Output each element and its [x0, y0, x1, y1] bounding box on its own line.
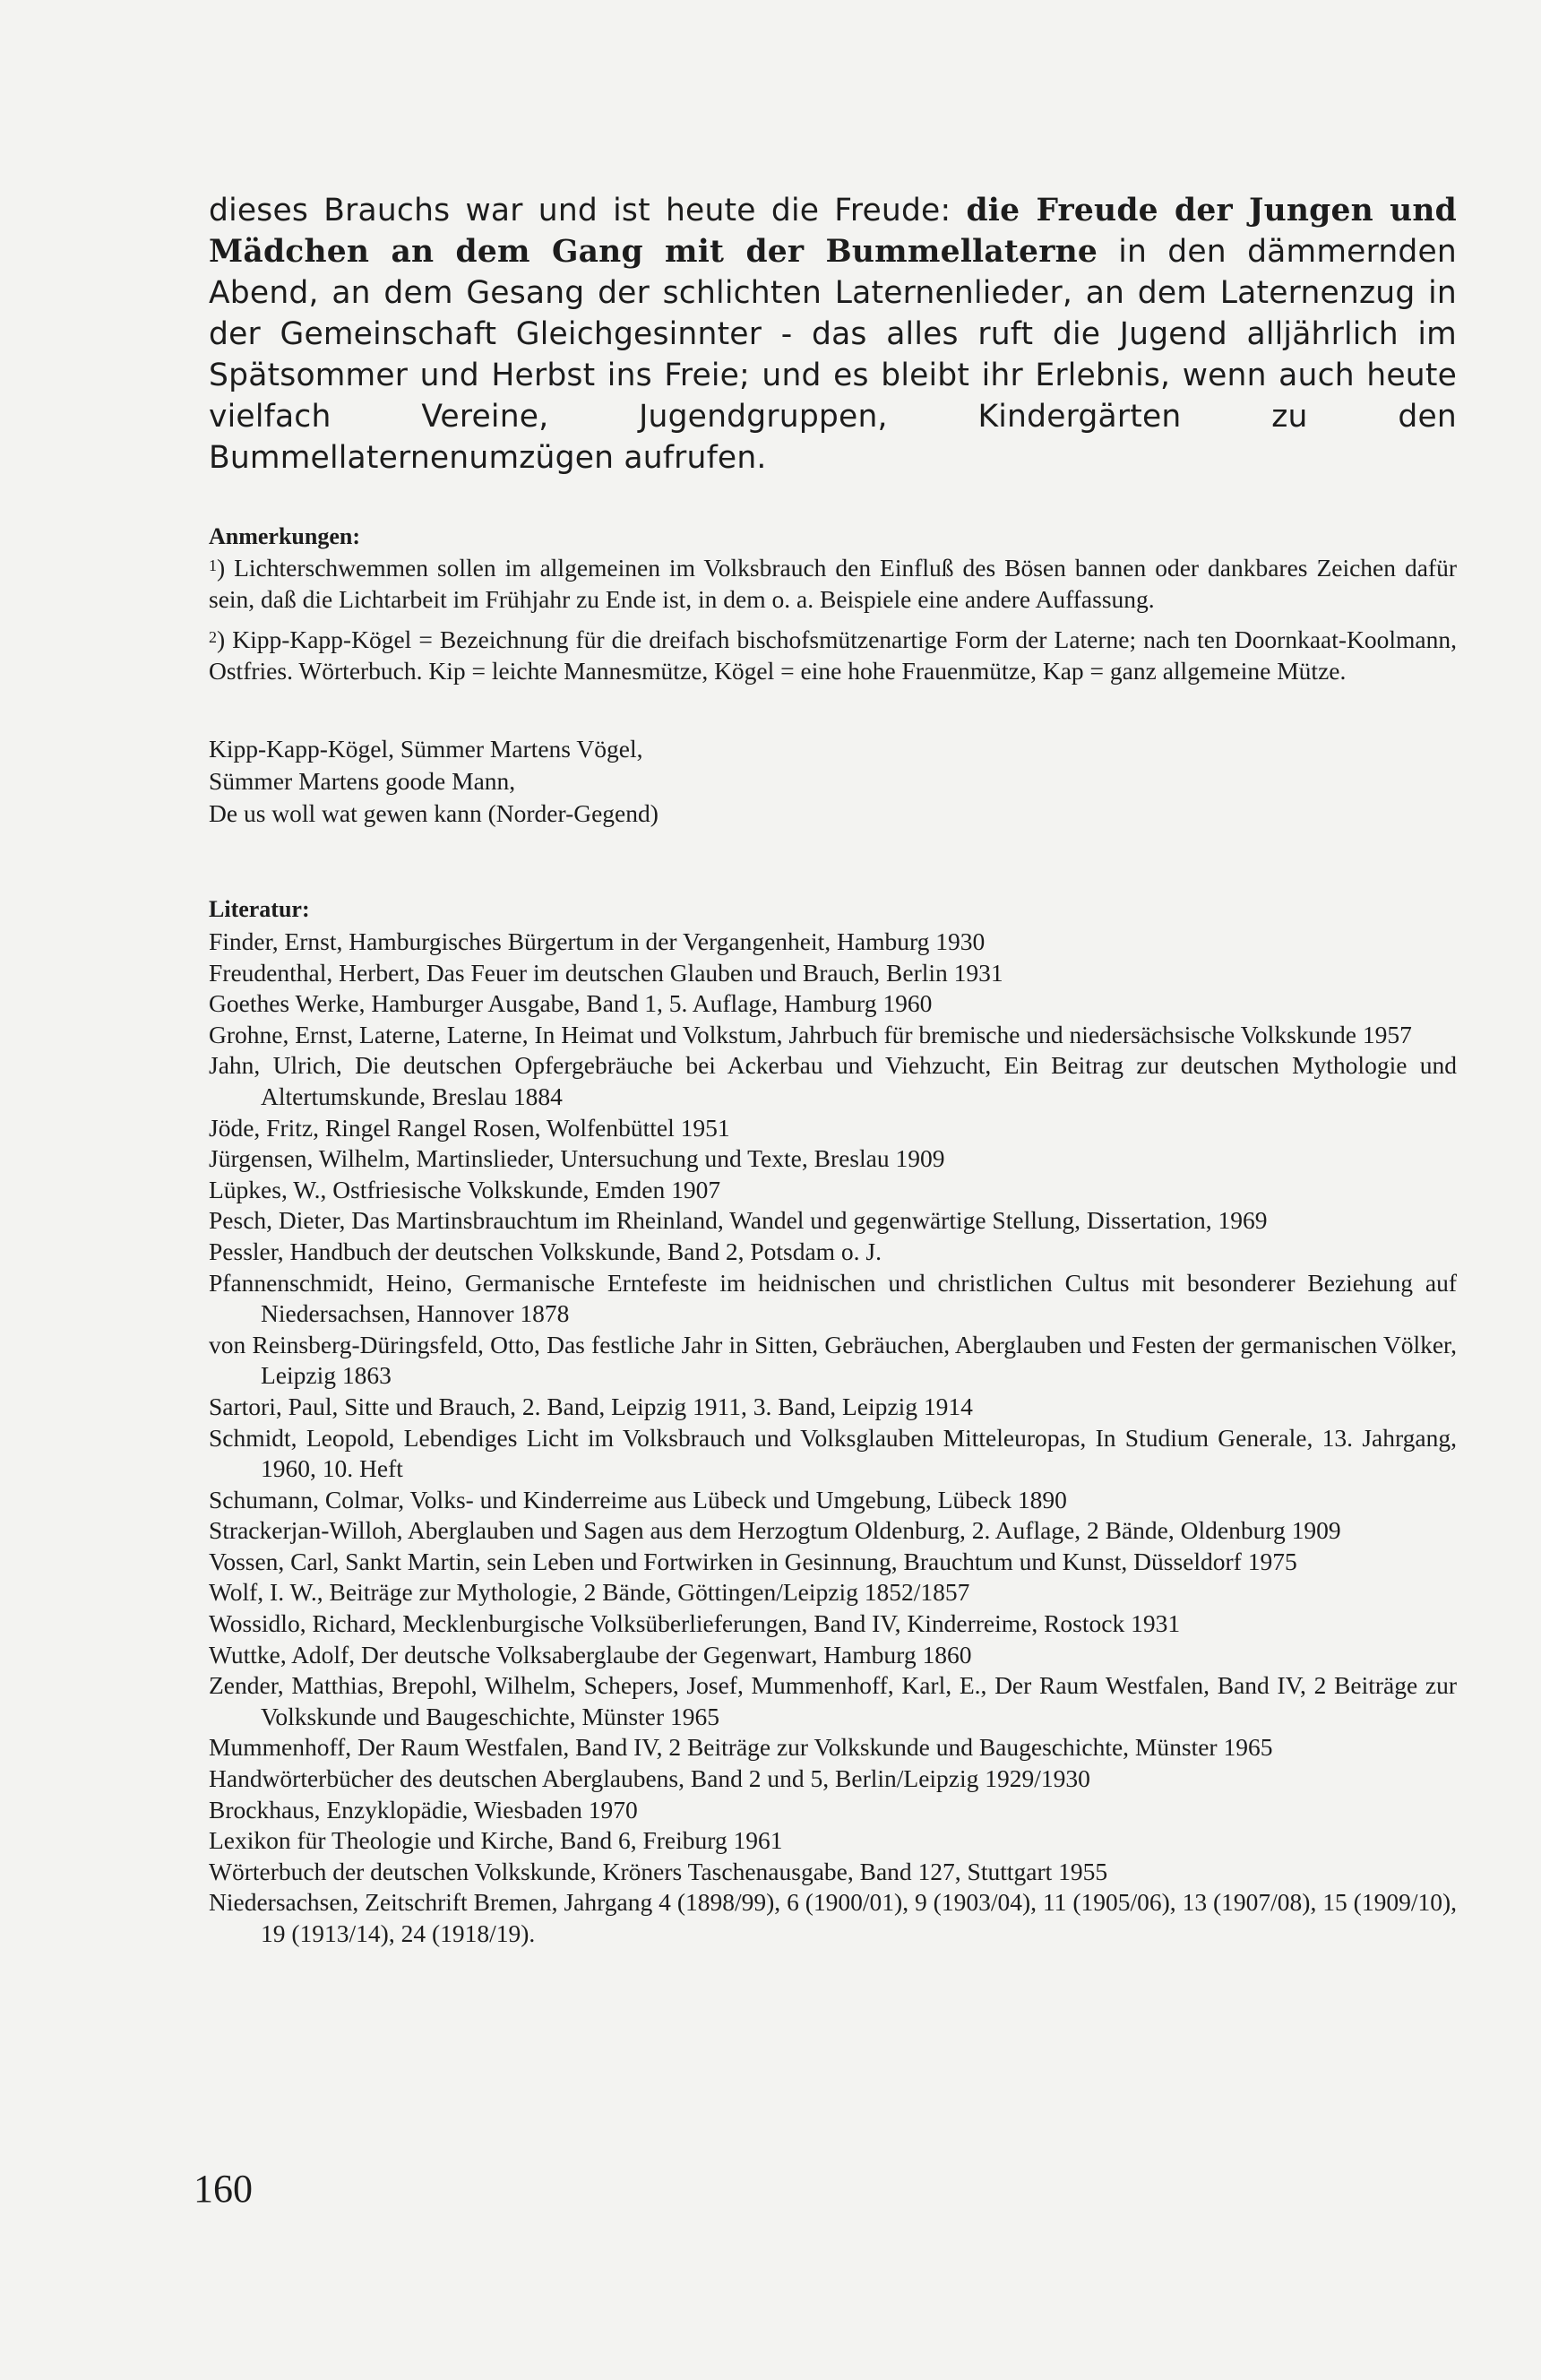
literature-item: Brockhaus, Enzyklopädie, Wiesbaden 1970 — [209, 1795, 638, 1824]
literature-item: Handwörterbücher des deutschen Aberglaubens, Band 2 und 5, Berlin/Leipzig 1929/1930 — [209, 1764, 1090, 1793]
verse-line: De us woll wat gewen kann (Norder-Gegend) — [209, 799, 659, 827]
literature-item: Niedersachsen, Zeitschrift Bremen, Jahrgang 4 (1898/99), 6 (1900/01), 9 (1903/04), 11 (1905/06), 13 (1907/08), 15 (1909/10), 19 (1913/14), 24 (1918/19). — [209, 1888, 1457, 1947]
literature-item: Pfannenschmidt, Heino, Germanische Erntefeste im heidnischen und christlichen Cultus mit besonderer Beziehung auf Niedersachsen, Hannover 1878 — [209, 1268, 1457, 1328]
intro-text-start: dieses Brauchs war und ist heute die Freude: — [209, 193, 967, 229]
literature-item: Wolf, I. W., Beiträge zur Mythologie, 2 Bände, Göttingen/Leipzig 1852/1857 — [209, 1578, 970, 1607]
literature-item: von Reinsberg-Düringsfeld, Otto, Das festliche Jahr in Sitten, Gebräuchen, Aberglauben und Festen der germanischen Völker, Leipzig 1863 — [209, 1330, 1457, 1390]
notes-list — [209, 552, 1457, 686]
verse-line: Kipp-Kapp-Kögel, Sümmer Martens Vögel, — [209, 735, 643, 763]
literature-item: Schmidt, Leopold, Lebendiges Licht im Volksbrauch und Volksglauben Mitteleuropas, In Studium Generale, 13. Jahrgang, 1960, 10. Heft — [209, 1423, 1457, 1483]
literature-item: Mummenhoff, Der Raum Westfalen, Band IV, 2 Beiträge zur Volkskunde und Baugeschichte, Münster 1965 — [209, 1733, 1273, 1762]
literature-item: Wossidlo, Richard, Mecklenburgische Volksüberlieferungen, Band IV, Kinderreime, Rostock 1931 — [209, 1609, 1181, 1638]
literature-item: Goethes Werke, Hamburger Ausgabe, Band 1, 5. Auflage, Hamburg 1960 — [209, 989, 933, 1018]
literature-item: Vossen, Carl, Sankt Martin, sein Leben und Fortwirken in Gesinnung, Brauchtum und Kunst, Düsseldorf 1975 — [209, 1547, 1297, 1575]
literature-item: Freudenthal, Herbert, Das Feuer im deutschen Glauben und Brauch, Berlin 1931 — [209, 958, 1003, 987]
literature-item: Pessler, Handbuch der deutschen Volkskunde, Band 2, Potsdam o. J. — [209, 1237, 882, 1265]
note-item — [209, 624, 1457, 686]
literature-item: Schumann, Colmar, Volks- und Kinderreime aus Lübeck und Umgebung, Lübeck 1890 — [209, 1485, 1067, 1513]
literature-item: Strackerjan-Willoh, Aberglauben und Sagen aus dem Herzogtum Oldenburg, 2. Auflage, 2 Bände, Oldenburg 1909 — [209, 1516, 1341, 1545]
literature-item: Wuttke, Adolf, Der deutsche Volksaberglaube der Gegenwart, Hamburg 1860 — [209, 1640, 972, 1669]
verse-line: Sümmer Martens goode Mann, — [209, 767, 516, 795]
literature-item: Lüpkes, W., Ostfriesische Volkskunde, Emden 1907 — [209, 1175, 721, 1203]
literature-item: Jürgensen, Wilhelm, Martinslieder, Untersuchung und Texte, Breslau 1909 — [209, 1144, 945, 1173]
intro-text-end: in den dämmernden Abend, an dem Gesang der schlichten Laternenlieder, an dem Laternenzug in der Gemeinschaft Gleichgesinnter - das alles ruft die Jugend alljährlich im Spätsommer und Herbst ins Freie; und es bleibt ihr Erlebnis, wenn auch heute vielfach Vereine, Jugendgruppen, Kindergärten zu den Bummellaternenumzügen aufrufen. — [209, 234, 1457, 476]
note-text: ) Kipp-Kapp-Kögel = Bezeichnung für die dreifach bischofsmützenartige Form der Laterne; nach ten Doornkaat-Koolmann, Ostfries. Wörterbuch. Kip = leichte Mannesmütze, Kögel = eine hohe Frauenmütze, Kap = ganz allgemeine Mütze. — [209, 625, 1457, 685]
literature-heading: Literatur: — [209, 896, 310, 922]
note-item — [209, 552, 1457, 615]
literature-item: Wörterbuch der deutschen Volkskunde, Kröners Taschenausgabe, Band 127, Stuttgart 1955 — [209, 1857, 1108, 1885]
literature-item: Sartori, Paul, Sitte und Brauch, 2. Band, Leipzig 1911, 3. Band, Leipzig 1914 — [209, 1392, 973, 1420]
literature-item: Jahn, Ulrich, Die deutschen Opfergebräuche bei Ackerbau und Viehzucht, Ein Beitrag zur deutschen Mythologie und Altertumskunde, Breslau 1884 — [209, 1051, 1457, 1110]
literature-list — [209, 927, 1457, 1950]
literature-item: Zender, Matthias, Brepohl, Wilhelm, Schepers, Josef, Mummenhoff, Karl, E., Der Raum Westfalen, Band IV, 2 Beiträge zur Volkskunde und Baugeschichte, Münster 1965 — [209, 1671, 1457, 1730]
note-marker: 2 — [209, 628, 217, 646]
verse-block — [209, 733, 1457, 830]
literature-item: Jöde, Fritz, Ringel Rangel Rosen, Wolfenbüttel 1951 — [209, 1113, 730, 1142]
literature-item: Finder, Ernst, Hamburgisches Bürgertum in der Vergangenheit, Hamburg 1930 — [209, 927, 986, 955]
literature-item: Grohne, Ernst, Laterne, Laterne, In Heimat und Volkstum, Jahrbuch für bremische und niedersächsische Volkskunde 1957 — [209, 1020, 1412, 1048]
page-number: 160 — [194, 2167, 253, 2211]
intro-paragraph — [209, 190, 1457, 479]
note-text: ) Lichterschwemmen sollen im allgemeinen im Volksbrauch den Einfluß des Bösen bannen oder dankbares Zeichen dafür sein, daß die Lichtarbeit im Frühjahr zu Ende ist, in dem o. a. Beispiele eine andere Auffassung. — [209, 554, 1457, 613]
notes-heading: Anmerkungen: — [209, 523, 361, 549]
intro-bold-phrase: die Freude der Jungen und Mädchen an dem Gang mit der Bummellaterne — [209, 193, 1457, 270]
literature-item: Pesch, Dieter, Das Martinsbrauchtum im Rheinland, Wandel und gegenwärtige Stellung, Dissertation, 1969 — [209, 1206, 1268, 1235]
page-content — [209, 190, 1457, 1950]
literature-item: Lexikon für Theologie und Kirche, Band 6, Freiburg 1961 — [209, 1826, 783, 1855]
note-marker: 1 — [209, 556, 217, 574]
